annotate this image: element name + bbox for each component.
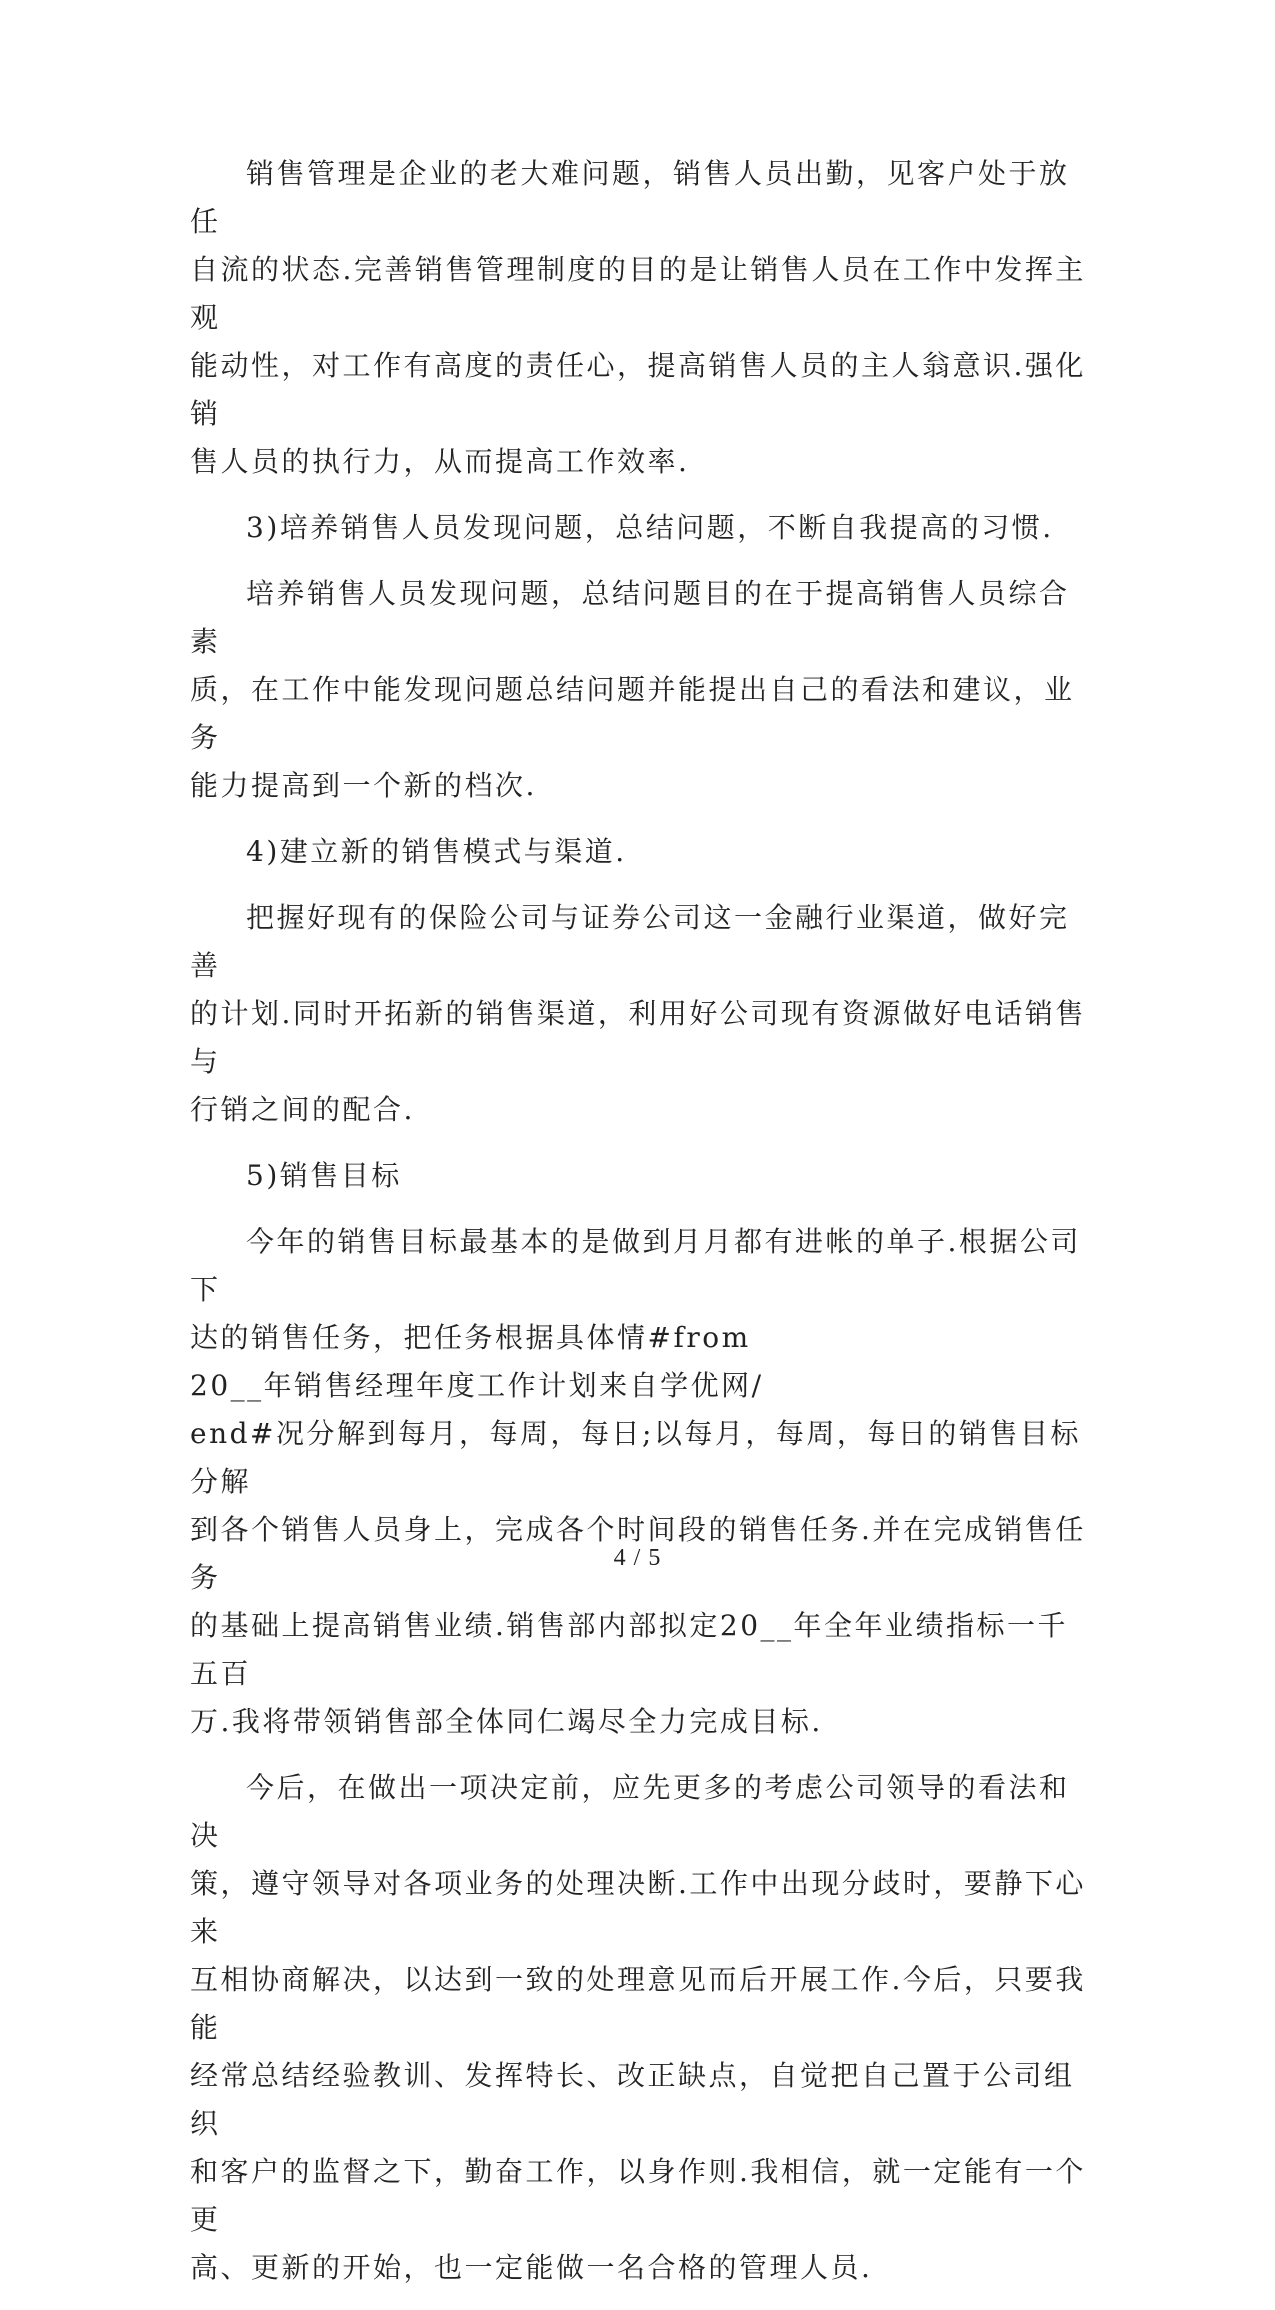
text-line: 20__年销售经理年度工作计划来自学优网/ — [190, 1369, 764, 1402]
text-line: 万.我将带领销售部全体同仁竭尽全力完成目标. — [190, 1705, 823, 1738]
paragraph-problem-finding — [190, 570, 1090, 810]
text-line: 能动性，对工作有高度的责任心，提高销售人员的主人翁意识.强化销 — [190, 349, 1086, 430]
page-number: 4 / 5 — [613, 1545, 662, 1571]
text-line: 行销之间的配合. — [190, 1093, 415, 1126]
text-line: 能力提高到一个新的档次. — [190, 769, 537, 802]
text-line: 质，在工作中能发现问题总结问题并能提出自己的看法和建议，业务 — [190, 673, 1075, 754]
heading-item-3 — [190, 504, 1090, 552]
document-body — [190, 150, 1090, 2310]
text-line: 售人员的执行力，从而提高工作效率. — [190, 445, 690, 478]
paragraph-sales-management — [190, 150, 1090, 486]
text-line: 今后，在做出一项决定前，应先更多的考虑公司领导的看法和决 — [190, 1771, 1070, 1852]
text-line: 策，遵守领导对各项业务的处理决断.工作中出现分歧时，要静下心来 — [190, 1867, 1086, 1948]
text-line: 的基础上提高销售业绩.销售部内部拟定20__年全年业绩指标一千五百 — [190, 1609, 1069, 1690]
heading-item-4 — [190, 828, 1090, 876]
text-line: 互相协商解决，以达到一致的处理意见而后开展工作.今后，只要我能 — [190, 1963, 1086, 2044]
heading-item-5 — [190, 1152, 1090, 1200]
text-line: end#况分解到每月，每周，每日;以每月，每周，每日的销售目标分解 — [190, 1417, 1081, 1498]
text-line: 到各个销售人员身上，完成各个时间段的销售任务.并在完成销售任务 — [190, 1513, 1086, 1594]
text-line: 3)培养销售人员发现问题，总结问题，不断自我提高的习惯. — [246, 511, 1054, 544]
text-line: 销售管理是企业的老大难问题，销售人员出勤，见客户处于放任 — [190, 157, 1070, 238]
paragraph-sales-target — [190, 1218, 1090, 1746]
text-line: 培养销售人员发现问题，总结问题目的在于提高销售人员综合素 — [190, 577, 1070, 658]
text-line: 4)建立新的销售模式与渠道. — [246, 835, 627, 868]
text-line: 5)销售目标 — [246, 1159, 402, 1192]
text-line: 和客户的监督之下，勤奋工作，以身作则.我相信，就一定能有一个更 — [190, 2155, 1086, 2236]
text-line: 达的销售任务，把任务根据具体情#from — [190, 1321, 751, 1354]
text-line: 经常总结经验教训、发挥特长、改正缺点，自觉把自己置于公司组织 — [190, 2059, 1075, 2140]
text-line: 的计划.同时开拓新的销售渠道，利用好公司现有资源做好电话销售与 — [190, 997, 1086, 1078]
text-line: 今年的销售目标最基本的是做到月月都有进帐的单子.根据公司下 — [190, 1225, 1081, 1306]
text-line: 自流的状态.完善销售管理制度的目的是让销售人员在工作中发挥主观 — [190, 253, 1086, 334]
text-line: 把握好现有的保险公司与证券公司这一金融行业渠道，做好完善 — [190, 901, 1070, 982]
text-line: 高、更新的开始，也一定能做一名合格的管理人员. — [190, 2251, 873, 2284]
paragraph-conclusion — [190, 1764, 1090, 2292]
paragraph-channels — [190, 894, 1090, 1134]
